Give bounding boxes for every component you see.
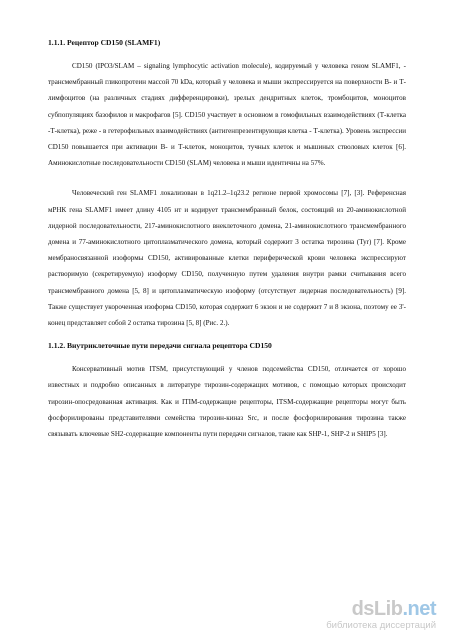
watermark-subtitle: библиотека диссертаций [326,620,436,631]
document-page [48,38,406,442]
watermark-logo-main: dsLib [351,598,403,620]
watermark-logo [326,598,436,620]
watermark-logo-suffix: .net [402,598,436,620]
paragraph-slamf1-gene: Человеческий ген SLAMF1 локализован в 1q21.2–1q23.2 регионе первой хромосомы [7], [3]. Референсная мРНК гена SLAMF1 имеет длину 4105 нт и кодирует трансмембранный белок, состоящий из 20-аминокислотной лидерной последовательности, 217-аминокислотного внеклеточного домена, 21-аминокислотного трансмембранного домена и 77-аминокислотного цитоплазматического домена, который содержит 3 остатка тирозина (Tyr) [7]. Кроме мембраносвязанной изоформы CD150, активированные клетки периферической крови человека экспрессируют растворимую (секретируемую) изоформу CD150, полученную путем удаления внутри рамки считывания всего трансмембранного домена [5, 8] и цитоплазматическую изоформу (отсутствует лидерная последовательность) [9]. Также существует укороченная изоформа CD150, которая содержит 6 экзон и не содержит 7 и 8 экзона, поэтому ее 3'-конец представляет собой 2 остатка тирозина [5, 8] (Рис. 2.). [48,189,406,328]
dslib-watermark [326,598,436,631]
section-heading-cd150: 1.1.1. Рецептор CD150 (SLAMF1) [48,38,161,47]
section-heading-signaling: 1.1.2. Внутриклеточные пути передачи сигнала рецептора CD150 [48,341,272,351]
paragraph-cd150-intro: CD150 (IPO3/SLAM – signaling lymphocytic activation molecule), кодируемый у человека геном SLAMF1, - трансмембранный гликопротеин массой 70 kDa, который у человека и мыши экспрессируется на поверхности В- и Т-лимфоцитов (на различных стадиях дифференцировки), зрелых дендритных клеток, тромбоцитов, моноцитов субпопуляциях базофилов и макрофагов [5]. CD150 участвует в основном в гомофильных взаимодействиях (Т-клетка -Т-клетка), реже - в гетерофильных взаимодействиях (антигенпрезентирующая клетка - Т-клетка). Уровень экспрессии CD150 повышается при активации В- и Т-клеток, моноцитов, тучных клеток и мышиных стволовых клеток [6]. Аминокислотные последовательности CD150 (SLAM) человека и мыши идентичны на 57%. [48,62,406,168]
paragraph-itsm-motif: Консервативный мотив ITSM, присутствующий у членов подсемейства CD150, отличается от хорошо известных и подробно описанных в литературе тирозин-содержащих мотивов, с помощью которых происходит тирозин-опосредованная активация. Как и ITIM-содержащие рецепторы, ITSM-содержащие рецепторы могут быть фосфорилированы представителями семейства тирозин-киназ Src, и после фосфорилирования тирозина также связывать ключевые SH2-содержащие компоненты пути передачи сигналов, такие как SHP-1, SHP-2 и SHIP5 [3]. [48,365,406,439]
